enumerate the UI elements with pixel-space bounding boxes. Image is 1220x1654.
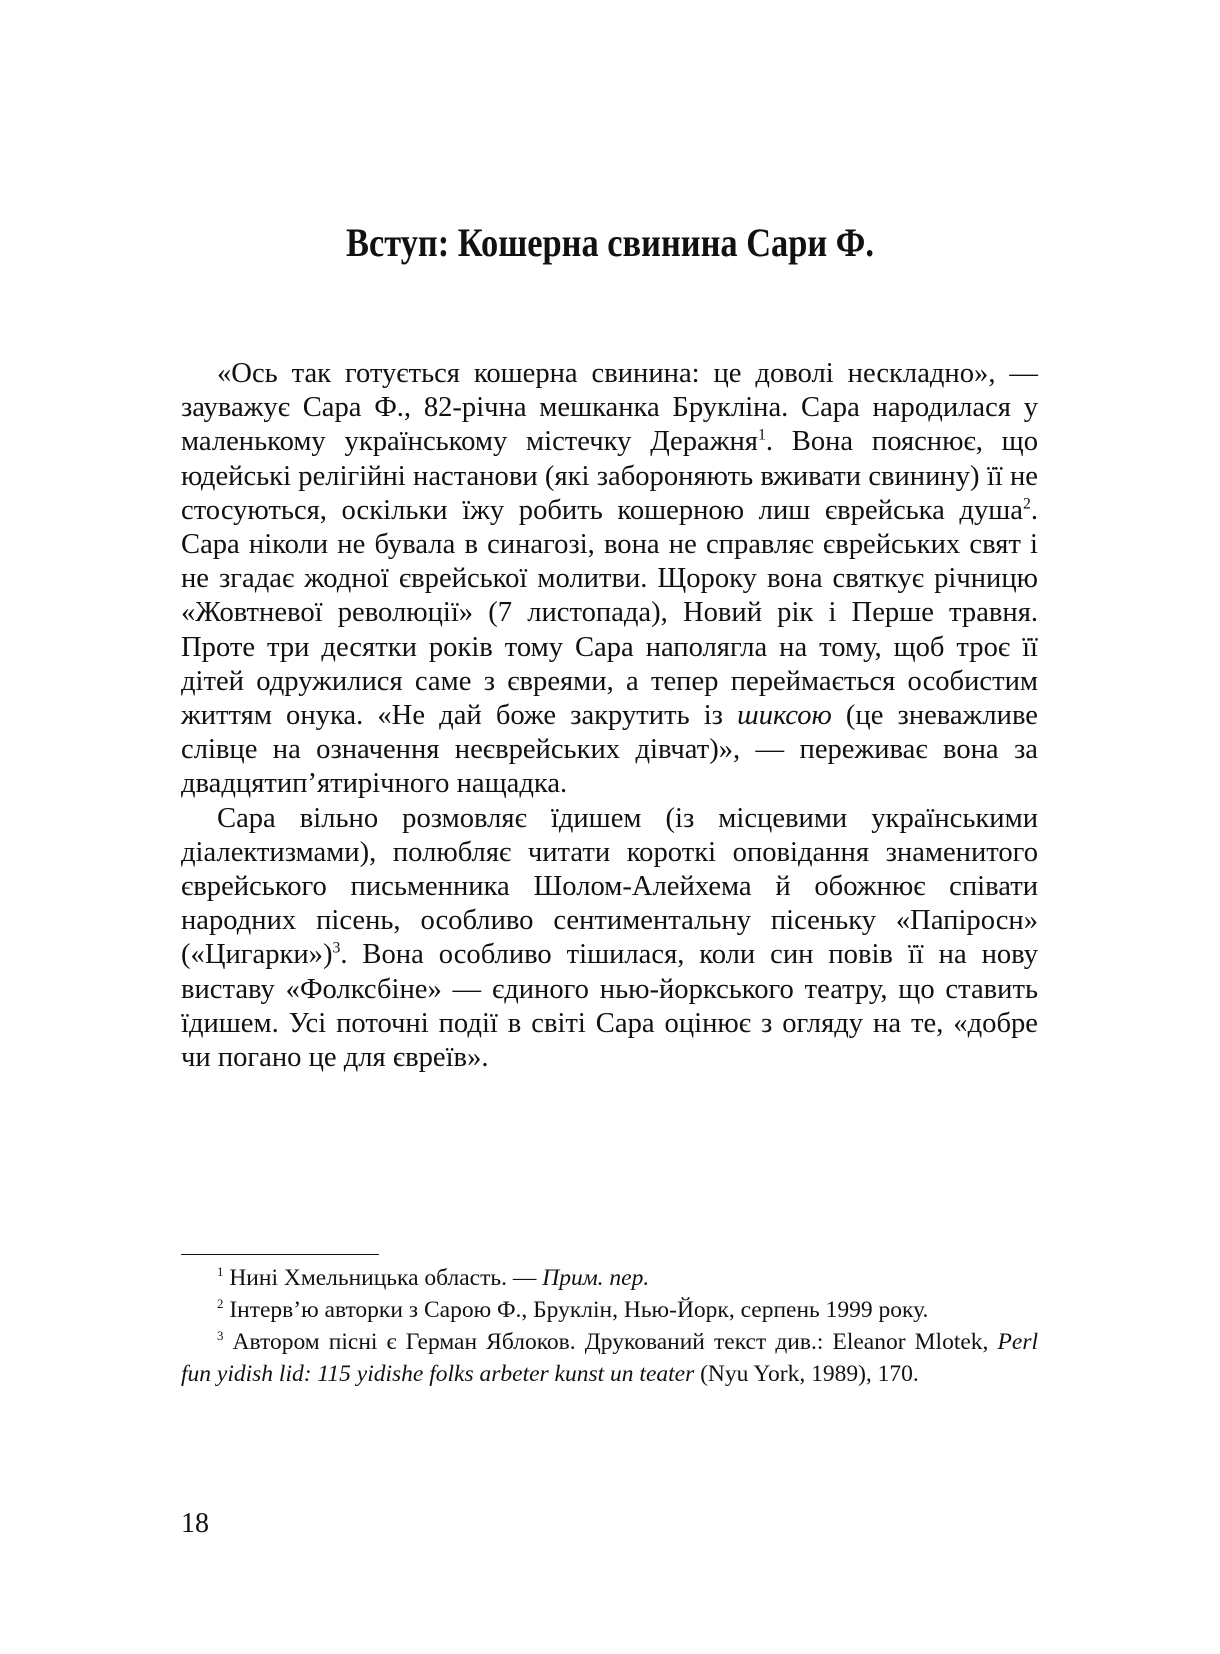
page-number: 18 — [181, 1508, 209, 1539]
text-run: Сара вільно розмовляє їдишем (із місцевими українськими діалектизмами), полюбляє читати короткі оповідання знаменитого єврейського письменника Шолом-Алейхема й обожнює співати народних пісень, особливо сентиментальну пісеньку «Папіросн» («Цигарки») — [181, 802, 1038, 971]
paragraph-1 — [181, 357, 1038, 802]
text-run: Нині Хмельницька область. — — [223, 1265, 543, 1291]
footnote-marker: 1 — [217, 1264, 224, 1280]
footnote-3 — [181, 1326, 1038, 1390]
footnote-ref: 3 — [332, 939, 341, 957]
text-run: Автором пісні є Герман Яблоков. Друкований текст див.: Eleanor Mlotek, — [223, 1329, 998, 1355]
text-run: Інтерв’ю авторки з Сарою Ф., Бруклін, Нью-Йорк, серпень 1999 року. — [223, 1297, 929, 1323]
footnote-divider — [181, 1254, 379, 1255]
paragraph-2 — [181, 802, 1038, 1076]
text-run: . Вона особливо тішилася, коли син повів її на нову виставу «Фолксбіне» — єдиного нью-йоркського театру, що ставить їдишем. Усі поточні події в світі Сара оцінює з огляду на те, «добре чи погано це для євреїв». — [181, 939, 1038, 1074]
text-run: (це зневажливе слівце на означення неєврейських дівчат)», — переживає вона за двадцятип’ятирічного нащадка. — [181, 700, 1038, 800]
footnote-1 — [181, 1262, 1038, 1294]
italic-text: шиксою — [737, 700, 832, 732]
footnote-marker: 2 — [217, 1296, 224, 1312]
footnotes — [181, 1262, 1038, 1390]
footnote-2 — [181, 1294, 1038, 1326]
footnote-ref: 1 — [757, 426, 766, 444]
footnote-ref: 2 — [1022, 495, 1031, 513]
italic-text: Perl fun yidish lid: 115 yidishe folks arbeter kunst un teater — [181, 1329, 1038, 1387]
chapter-title: Вступ: Кошерна свинина Сари Ф. — [346, 219, 874, 265]
footnote-marker: 3 — [217, 1328, 224, 1344]
text-run: . Сара ніколи не бувала в синагозі, вона не справляє єврейських свят і не згадає жодної єврейської молитви. Щороку вона святкує річницю «Жовтневої революції» (7 листопада), Новий рік і Перше травня. Проте три десятки років тому Сара наполягла на тому, щоб троє її дітей одружилися саме з євреями, а тепер переймається особистим життям онука. «Не дай боже закрутить із — [181, 494, 1038, 732]
italic-text: Прим. пер. — [542, 1265, 650, 1291]
body-text — [181, 357, 1038, 1075]
text-run: «Ось так готується кошерна свинина: це доволі нескладно», — зауважує Сара Ф., 82-річна мешканка Брукліна. Сара народилася у маленькому українському містечку Деражня — [181, 358, 1038, 458]
text-run: (Nyu York, 1989), 170. — [694, 1361, 919, 1387]
text-run: . Вона пояснює, що юдейські релігійні настанови (які забороняють вживати свинину) її не стосуються, оскільки їжу робить кошерною лиш єврейська душа — [181, 426, 1038, 526]
